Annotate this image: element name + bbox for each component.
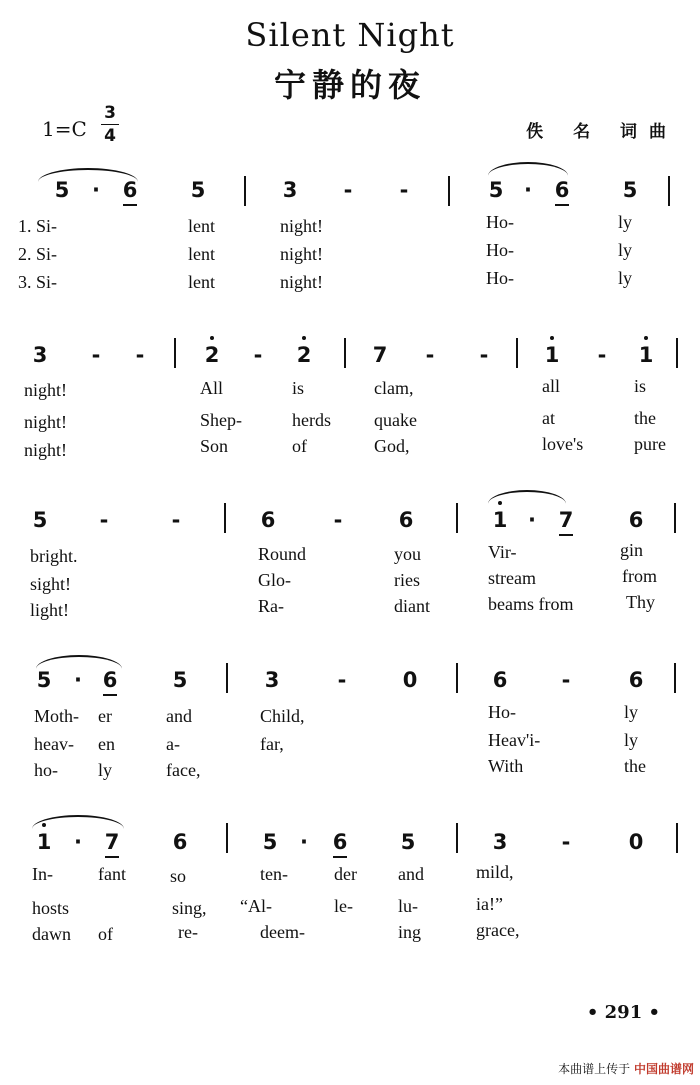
lyric: Glo-: [258, 570, 291, 590]
title-english: Silent Night: [245, 16, 455, 54]
bar-line: [676, 338, 678, 368]
lyric: is: [292, 378, 305, 398]
lyric: clam,: [374, 378, 414, 398]
lyric: Son: [200, 436, 229, 456]
page-number: • 291 •: [586, 1002, 660, 1023]
note: 5: [262, 830, 278, 854]
note: ·: [74, 668, 82, 692]
note: ·: [74, 830, 82, 854]
bar-line: [456, 503, 458, 533]
note: 6: [628, 508, 644, 532]
slur: [32, 815, 124, 829]
lyric: love's: [542, 434, 584, 454]
note: 6: [547, 178, 577, 202]
lyric: face,: [166, 760, 201, 780]
bar-line: [674, 663, 676, 693]
lyric: All: [200, 378, 224, 398]
bar-line: [516, 338, 518, 368]
lyric: Thy: [626, 592, 655, 612]
lyric: is: [634, 376, 647, 396]
lyric: ries: [394, 570, 420, 590]
time-signature-top: 3: [104, 103, 116, 123]
note: -: [343, 178, 353, 202]
lyric: Shep-: [200, 410, 242, 430]
note: -: [597, 343, 607, 367]
bar-line: [448, 176, 450, 206]
note: ·: [528, 508, 536, 532]
lyric: grace,: [476, 920, 520, 940]
lyric: Ho-: [488, 702, 516, 722]
bar-line: [676, 823, 678, 853]
lyric: ho-: [34, 760, 58, 780]
lyric: en: [98, 734, 115, 754]
note: 3: [32, 343, 48, 367]
note: 2: [289, 343, 319, 367]
lyric: pure: [634, 434, 666, 454]
note: 1: [485, 508, 515, 532]
lyric: ly: [618, 240, 633, 260]
lyric: the: [624, 756, 646, 776]
note: 3: [282, 178, 298, 202]
lyric: Round: [258, 544, 307, 564]
time-signature-bottom: 4: [104, 126, 116, 146]
lyric: far,: [260, 734, 284, 754]
note: ·: [524, 178, 532, 202]
bar-line: [226, 823, 228, 853]
note: 7: [551, 508, 581, 532]
note: 6: [492, 668, 508, 692]
lyric: mild,: [476, 862, 514, 882]
lyric: night!: [24, 380, 67, 400]
note: -: [337, 668, 347, 692]
lyric: Ho-: [486, 240, 514, 260]
lyric: herds: [292, 410, 331, 430]
lyric: le-: [334, 896, 353, 916]
lyric: night!: [280, 244, 323, 264]
lyric: ly: [618, 212, 633, 232]
lyric: der: [334, 864, 357, 884]
lyric: night!: [24, 412, 67, 432]
slur: [488, 162, 568, 176]
lyric: With: [488, 756, 524, 776]
lyric: dawn: [32, 924, 71, 944]
lyric: and: [398, 864, 424, 884]
lyric: sight!: [30, 574, 72, 594]
lyric: deem-: [260, 922, 305, 942]
lyric: ly: [624, 702, 639, 722]
lyric: ly: [618, 268, 633, 288]
lyric: quake: [374, 410, 417, 430]
note: -: [425, 343, 435, 367]
lyric: stream: [488, 568, 536, 588]
note: 6: [398, 508, 414, 532]
note: 3: [264, 668, 280, 692]
lyric: ia!”: [476, 894, 503, 914]
time-signature: [101, 104, 119, 145]
lyric: 1. Si-: [18, 216, 58, 236]
note: ·: [92, 178, 100, 202]
lyric: at: [542, 408, 555, 428]
note: ·: [300, 830, 308, 854]
lyric: Vir-: [488, 542, 517, 562]
note: -: [171, 508, 181, 532]
note: -: [399, 178, 409, 202]
lyric: re-: [178, 922, 198, 942]
note: 6: [628, 668, 644, 692]
note: -: [479, 343, 489, 367]
lyric: night!: [280, 272, 323, 292]
note: 6: [95, 668, 125, 692]
lyric: Child,: [260, 706, 305, 726]
lyric: beams from: [488, 594, 574, 614]
bar-line: [344, 338, 346, 368]
lyric: a-: [166, 734, 180, 754]
note: 1: [631, 343, 661, 367]
footer-logo: 中国曲谱网: [633, 1062, 694, 1076]
lyric: lu-: [398, 896, 418, 916]
note: 1: [537, 343, 567, 367]
note: 7: [97, 830, 127, 854]
lyric: all: [542, 376, 560, 396]
note: 5: [32, 508, 48, 532]
lyric: Moth-: [34, 706, 79, 726]
bar-line: [668, 176, 670, 206]
lyric: bright.: [30, 546, 78, 566]
key-signature: 1=C: [42, 117, 87, 141]
note: -: [333, 508, 343, 532]
note: -: [253, 343, 263, 367]
lyric: of: [98, 924, 113, 944]
note: -: [135, 343, 145, 367]
lyric: God,: [374, 436, 410, 456]
bar-line: [456, 663, 458, 693]
composer-credit: 佚 名 词曲: [526, 122, 678, 142]
note: 1: [29, 830, 59, 854]
lyric: gin: [620, 540, 644, 560]
lyric: Ho-: [486, 268, 514, 288]
lyric: lent: [188, 272, 215, 292]
bar-line: [224, 503, 226, 533]
note: 2: [197, 343, 227, 367]
lyric: “Al-: [240, 896, 272, 916]
lyric: lent: [188, 216, 215, 236]
note: 0: [402, 668, 418, 692]
lyric: In-: [32, 864, 53, 884]
lyric: ly: [624, 730, 639, 750]
note: 6: [172, 830, 188, 854]
lyric: so: [170, 866, 187, 886]
bar-line: [456, 823, 458, 853]
footer-text: 本曲谱上传于: [558, 1062, 631, 1076]
footer-watermark: [558, 1060, 694, 1077]
bar-line: [226, 663, 228, 693]
lyric: of: [292, 436, 307, 456]
bar-line: [174, 338, 176, 368]
bar-line: [244, 176, 246, 206]
lyric: light!: [30, 600, 69, 620]
lyric: fant: [98, 864, 126, 884]
note: 5: [172, 668, 188, 692]
lyric: the: [634, 408, 656, 428]
lyric: sing,: [172, 898, 207, 918]
lyric: 2. Si-: [18, 244, 58, 264]
note: 5: [54, 178, 70, 202]
note: 3: [492, 830, 508, 854]
lyric: diant: [394, 596, 430, 616]
lyric: from: [622, 566, 657, 586]
note: 0: [628, 830, 644, 854]
note: 5: [622, 178, 638, 202]
lyric: Ra-: [258, 596, 284, 616]
lyric: ing: [398, 922, 422, 942]
lyric: Ho-: [486, 212, 514, 232]
lyric: 3. Si-: [18, 272, 58, 292]
note: 5: [36, 668, 52, 692]
note: 6: [260, 508, 276, 532]
bar-line: [674, 503, 676, 533]
lyric: night!: [24, 440, 67, 460]
note: 5: [400, 830, 416, 854]
note: -: [91, 343, 101, 367]
lyric: night!: [280, 216, 323, 236]
note: 6: [115, 178, 145, 202]
lyric: er: [98, 706, 112, 726]
lyric: and: [166, 706, 192, 726]
note: 7: [372, 343, 388, 367]
note: -: [561, 830, 571, 854]
lyric: ly: [98, 760, 113, 780]
lyric: lent: [188, 244, 215, 264]
note: 6: [325, 830, 355, 854]
note: -: [561, 668, 571, 692]
note: 5: [190, 178, 206, 202]
note: 5: [488, 178, 504, 202]
note: -: [99, 508, 109, 532]
title-chinese: 宁静的夜: [273, 66, 426, 104]
lyric: you: [394, 544, 421, 564]
lyric: Heav'i-: [488, 730, 541, 750]
lyric: hosts: [32, 898, 70, 918]
slur: [36, 655, 122, 669]
lyric: heav-: [34, 734, 74, 754]
lyric: ten-: [260, 864, 288, 884]
